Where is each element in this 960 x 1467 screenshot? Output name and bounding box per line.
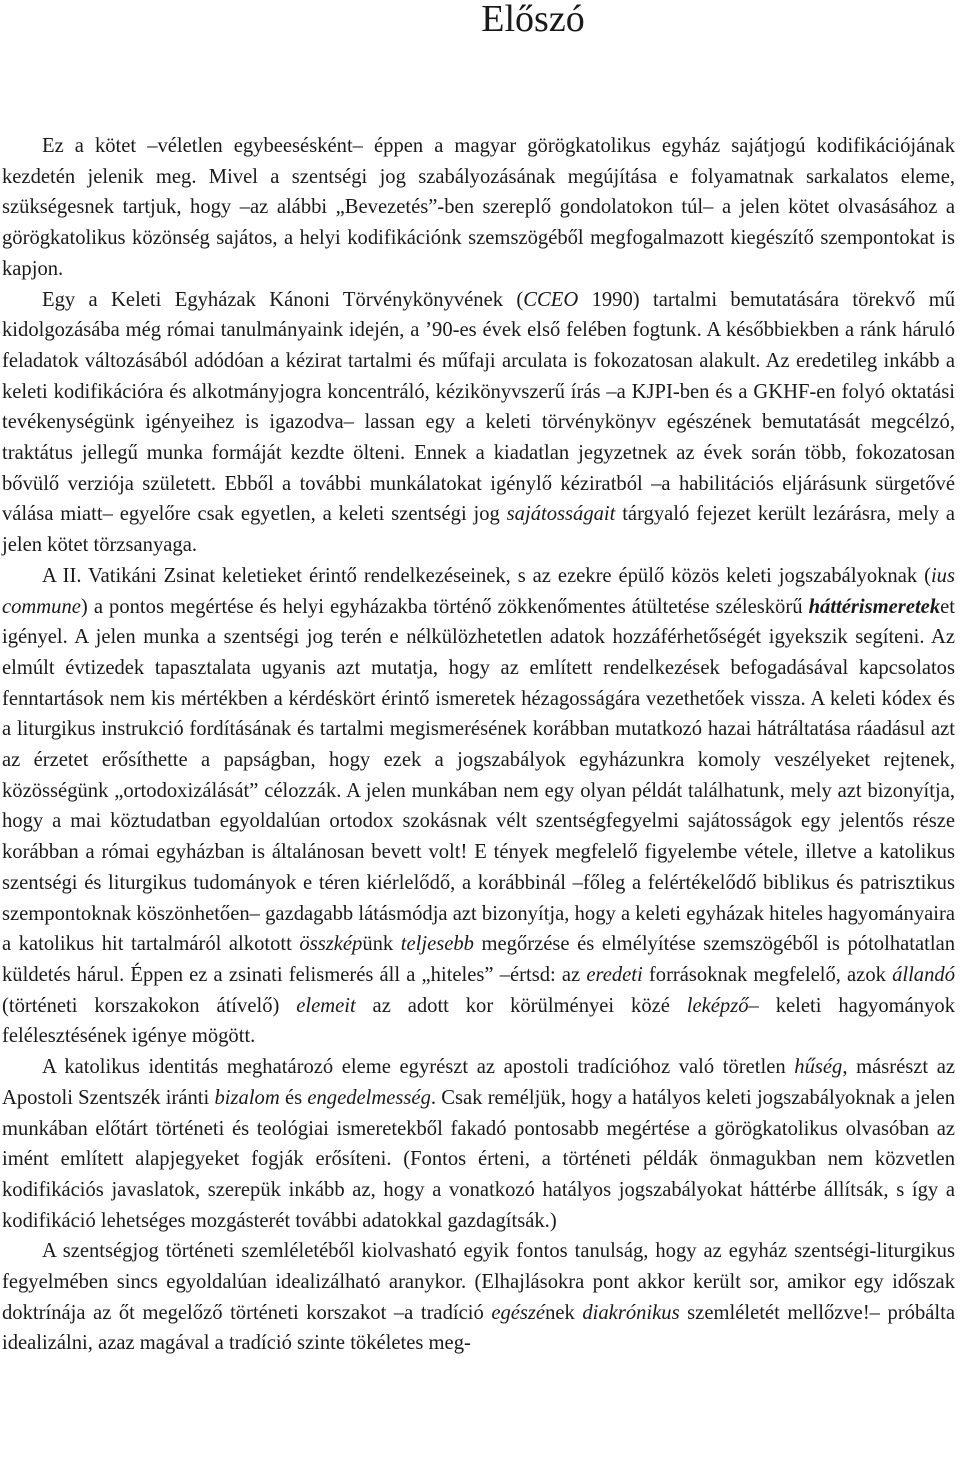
text-run: az adott kor körülményei közé	[355, 994, 687, 1017]
text-run: A II. Vatikáni Zsinat keletieket érintő rendelkezéseinek, s az ezekre épülő közös keleti jogszabályoknak (	[42, 564, 931, 587]
text-run: . Csak reméljük, hogy a hatályos keleti jogszabályoknak a jelen munkában előtárt történeti és teológiai ismeretekből fakadó pontosabb megértése a görögkatolikus olvasóban az imént említett alapjegyeket fogják erősíteni. (Fontos érteni, a történeti példák önmagukban nem közvetlen kodifikációs javaslatok, szerepük inkább az, hogy a vonatkozó hatályos jogszabályokat háttérbe állítsák, s így a kodifikáció lehetséges mozgásterét további adatokkal gazdagítsák.)	[2, 1086, 955, 1232]
paragraph	[2, 561, 955, 1052]
italic-term: leképző	[686, 994, 749, 1017]
text-run: Egy a Keleti Egyházak Kánoni Törvénykönyvének (	[42, 288, 524, 311]
paragraph	[2, 1236, 955, 1359]
italic-term: sajátosságait	[506, 503, 616, 526]
text-run: ) a pontos megértése és helyi egyházakba történő zökkenőmentes átültetése széleskörű	[80, 595, 809, 618]
paragraph	[2, 285, 955, 561]
italic-term: hűség	[794, 1056, 843, 1079]
body-text	[2, 131, 955, 1359]
page-title: Előszó	[481, 0, 585, 40]
italic-term: teljesebb	[400, 933, 474, 956]
text-run: Ez a kötet –véletlen egybeesésként– éppen a magyar görögkatolikus egyház sajátjogú kodifikációjának kezdetén jelenik meg. Mivel a szentségi jog szabályozásának megújítása e folyamatnak sarkalatos eleme, szükségesnek tartjuk, hogy –az alábbi „Bevezetés”-ben szereplő gondolatokon túl– a jelen kötet olvasásához a görögkatolikus közönség sajátos, a helyi kodifikációnk szemszögéből megfogalmazott kiegészítő szempontokat is kapjon.	[2, 135, 955, 280]
italic-term: állandó	[892, 963, 955, 986]
text-run: megőrzése és elmélyítése szemszögéből is pótolhatatlan küldetés hárul. Éppen ez a zsinati felismerés áll a „hiteles” –értsd: az	[2, 933, 956, 986]
text-run: szemléletét mellőzve!– próbálta idealizálni, azaz magával a tradíció szinte tökéletes meg-	[2, 1301, 956, 1355]
italic-term: diakrónikus	[582, 1301, 680, 1324]
text-run: forrásoknak megfelelő, azok	[642, 963, 893, 986]
text-run: A szentségjog történeti szemléletéből kiolvasható egyik fontos tanulság, hogy az egyház szentségi-liturgikus fegyelmében sincs egyoldalúan idealizálható aranykor. (Elhajlásokra pont akkor került sor, amikor egy időszak doktrínája az őt megelőző történeti korszakot –a tradíció	[2, 1240, 955, 1324]
italic-term: bizalom	[214, 1086, 280, 1109]
text-run: – keleti hagyományok felélesztésének igénye mögött.	[2, 994, 955, 1048]
paragraph	[2, 131, 955, 285]
italic-term: engedelmesség	[307, 1086, 431, 1109]
italic-term: eredeti	[586, 963, 643, 986]
italic-term: háttérismeretek	[808, 595, 941, 618]
text-run: A katolikus identitás meghatározó eleme egyrészt az apostoli tradícióhoz való töretlen	[42, 1056, 795, 1079]
italic-term: CCEO	[523, 288, 579, 311]
italic-term: egészé	[491, 1301, 546, 1324]
text-run: ünk	[362, 933, 401, 956]
text-run: 1990) tartalmi bemutatására törekvő mű kidolgozásába még római tanulmányaink idején, a ’90-es évek első felében fogtunk. A későbbiekben a ránk háruló feladatok változásából adódóan a kézirat tartalmi és műfaji arculata is fokozatosan alakult. Az eredetileg inkább a keleti kodifikációra és alkotmányjogra koncentráló, kézikönyvszerű írás –a KJPI-ben és a GKHF-en folyó oktatási tevékenységünk igényeihez is igazodva– lassan egy a keleti törvénykönyv egészének bemutatását megcélzó, traktátus jellegű munka formáját kezdte ölteni. Ennek a kiadatlan jegyzetnek az évek során több, fokozatosan bővülő verziója született. Ebből a további munkálatokat igénylő kéziratból –a habilitációs eljárásunk sürgetővé válása miatt– egyelőre csak egyetlen, a keleti szentségi jog	[2, 288, 956, 526]
paragraph	[2, 1052, 955, 1236]
text-run: (történeti korszakokon átívelő)	[2, 994, 297, 1017]
italic-term: összkép	[299, 933, 363, 956]
text-run: nek	[545, 1301, 583, 1324]
text-run: és	[279, 1086, 308, 1109]
text-run: et igényel. A jelen munka a szentségi jog terén e nélkülözhetetlen adatok hozzáférhetőségét igyekszik segíteni. Az elmúlt évtizedek tapasztalata ugyanis azt mutatja, hogy az említett rendelkezések befogadásával kapcsolatos fenntartások nem kis mértékben a kérdéskört érintő ismeretek hézagosságára vezethetőek vissza. A keleti kódex és a liturgikus instrukció fordításának és tartalmi megismerésének korábban mutatkozó hazai hátráltatása ráadásul azt az érzetet erősíthette a papságban, hogy ezek a jogszabályok egyházunkra komoly veszélyeket rejtenek, közösségünk „ortodoxizálását” célozzák. A jelen munkában nem egy olyan példát találhatunk, mely azt bizonyítja, hogy a mai köztudatban egyoldalúan ortodox szokásnak vélt szentségfegyelmi sajátosságok egy jelentős része korábban a római egyházban is általánosan bevett volt! E tények megfelelő figyelembe vétele, illetve a katolikus szentségi és liturgikus tudományok e téren kiérlelődő, a korábbinál –főleg a felértékelődő biblikus és patrisztikus szempontoknak köszönhetően– gazdagabb látásmódja azt bizonyítja, hogy a keleti egyházak hiteles hagyományaira a katolikus hit tartalmáról alkotott	[2, 595, 955, 956]
text-run: , másrészt az Apostoli Szentszék iránti	[2, 1056, 955, 1109]
text-run: tárgyaló fejezet került lezárásra, mely a jelen kötet törzsanyaga.	[2, 503, 955, 557]
italic-term: elemeit	[296, 994, 356, 1017]
italic-term: ius commune	[2, 564, 955, 618]
